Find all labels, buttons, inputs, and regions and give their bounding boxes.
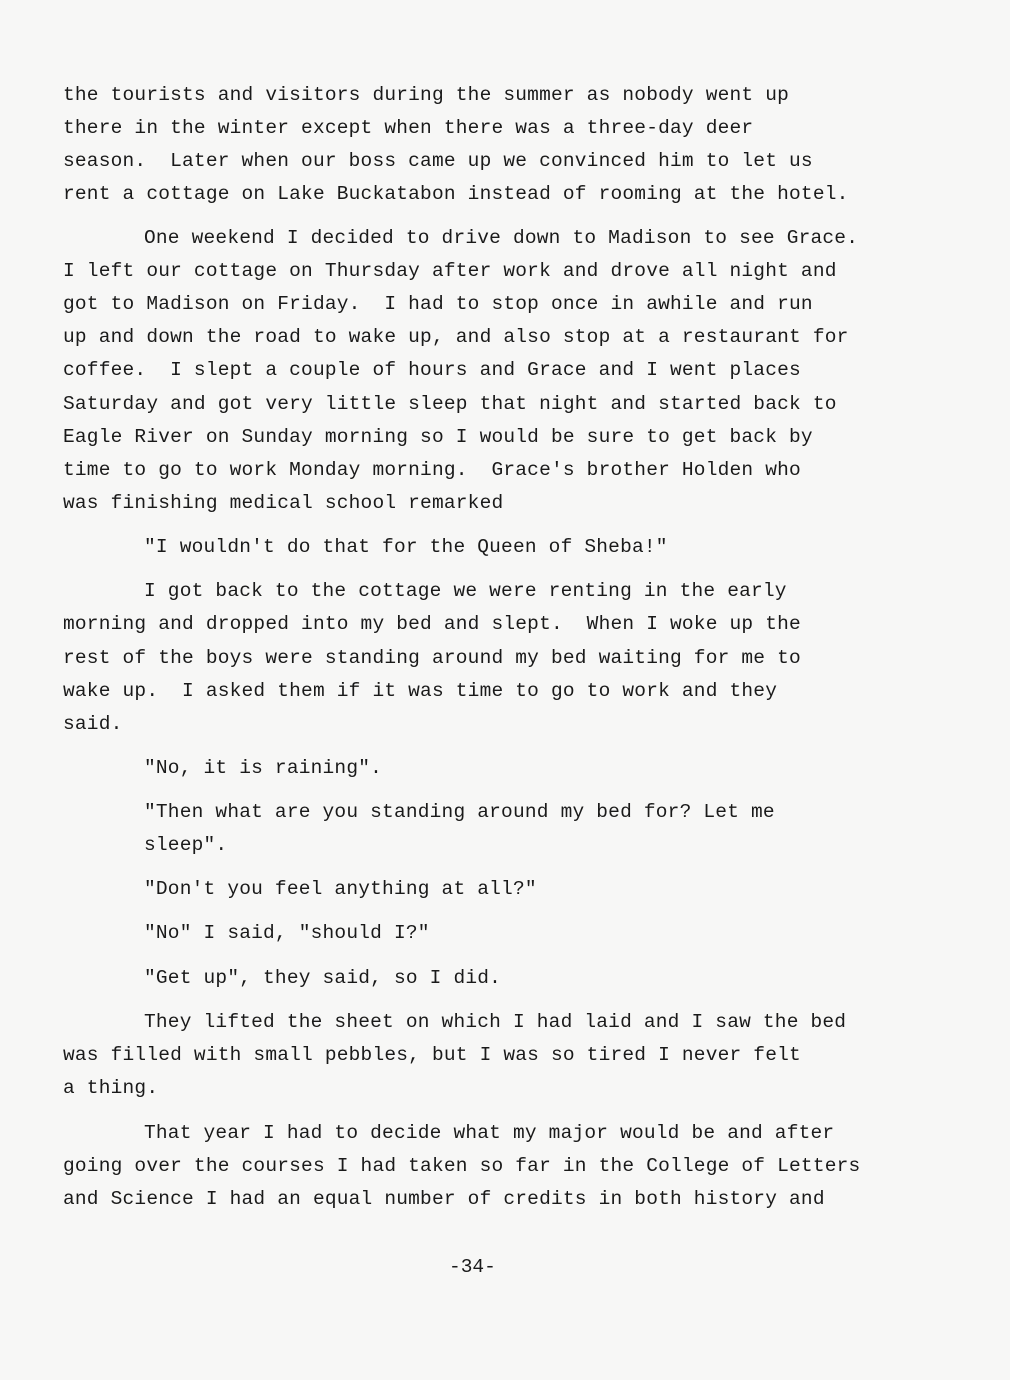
text-line: sleep". bbox=[144, 834, 228, 856]
text-line: One weekend I decided to drive down to Madison to see Grace. bbox=[144, 227, 859, 249]
text-line: That year I had to decide what my major would be and after bbox=[144, 1122, 835, 1144]
text-line: I got back to the cottage we were renting in the early bbox=[144, 580, 787, 602]
text-line: season. Later when our boss came up we convinced him to let us bbox=[63, 150, 813, 172]
text-line: was filled with small pebbles, but I was so tired I never felt bbox=[63, 1044, 801, 1066]
text-line: I left our cottage on Thursday after work and drove all night and bbox=[63, 260, 837, 282]
text-line: was finishing medical school remarked bbox=[63, 492, 504, 514]
text-line: time to go to work Monday morning. Grace's brother Holden who bbox=[63, 459, 801, 481]
text-line: "No, it is raining". bbox=[144, 757, 383, 779]
text-line: Eagle River on Sunday morning so I would be sure to get back by bbox=[63, 426, 813, 448]
page-number: -34- bbox=[449, 1256, 496, 1278]
text-line: "No" I said, "should I?" bbox=[144, 922, 430, 944]
text-line: going over the courses I had taken so far in the College of Letters bbox=[63, 1155, 861, 1177]
text-line: rent a cottage on Lake Buckatabon instead of rooming at the hotel. bbox=[63, 183, 849, 205]
text-line: "Don't you feel anything at all?" bbox=[144, 878, 537, 900]
text-line: coffee. I slept a couple of hours and Grace and I went places bbox=[63, 359, 801, 381]
text-line: a thing. bbox=[63, 1077, 159, 1099]
text-line: said. bbox=[63, 713, 123, 735]
text-line: got to Madison on Friday. I had to stop once in awhile and run bbox=[63, 293, 813, 315]
text-line: "Get up", they said, so I did. bbox=[144, 967, 502, 989]
text-line: wake up. I asked them if it was time to go to work and they bbox=[63, 680, 778, 702]
text-line: Saturday and got very little sleep that night and started back to bbox=[63, 393, 837, 415]
text-line: the tourists and visitors during the summer as nobody went up bbox=[63, 84, 790, 106]
text-line: rest of the boys were standing around my bed waiting for me to bbox=[63, 647, 801, 669]
text-line: morning and dropped into my bed and slept. When I woke up the bbox=[63, 613, 801, 635]
text-line: there in the winter except when there was a three-day deer bbox=[63, 117, 754, 139]
text-line: up and down the road to wake up, and also stop at a restaurant for bbox=[63, 326, 849, 348]
text-line: "Then what are you standing around my bed for? Let me bbox=[144, 801, 775, 823]
text-line: They lifted the sheet on which I had laid and I saw the bed bbox=[144, 1011, 847, 1033]
text-line: and Science I had an equal number of credits in both history and bbox=[63, 1188, 825, 1210]
text-line: "I wouldn't do that for the Queen of Sheba!" bbox=[144, 536, 668, 558]
